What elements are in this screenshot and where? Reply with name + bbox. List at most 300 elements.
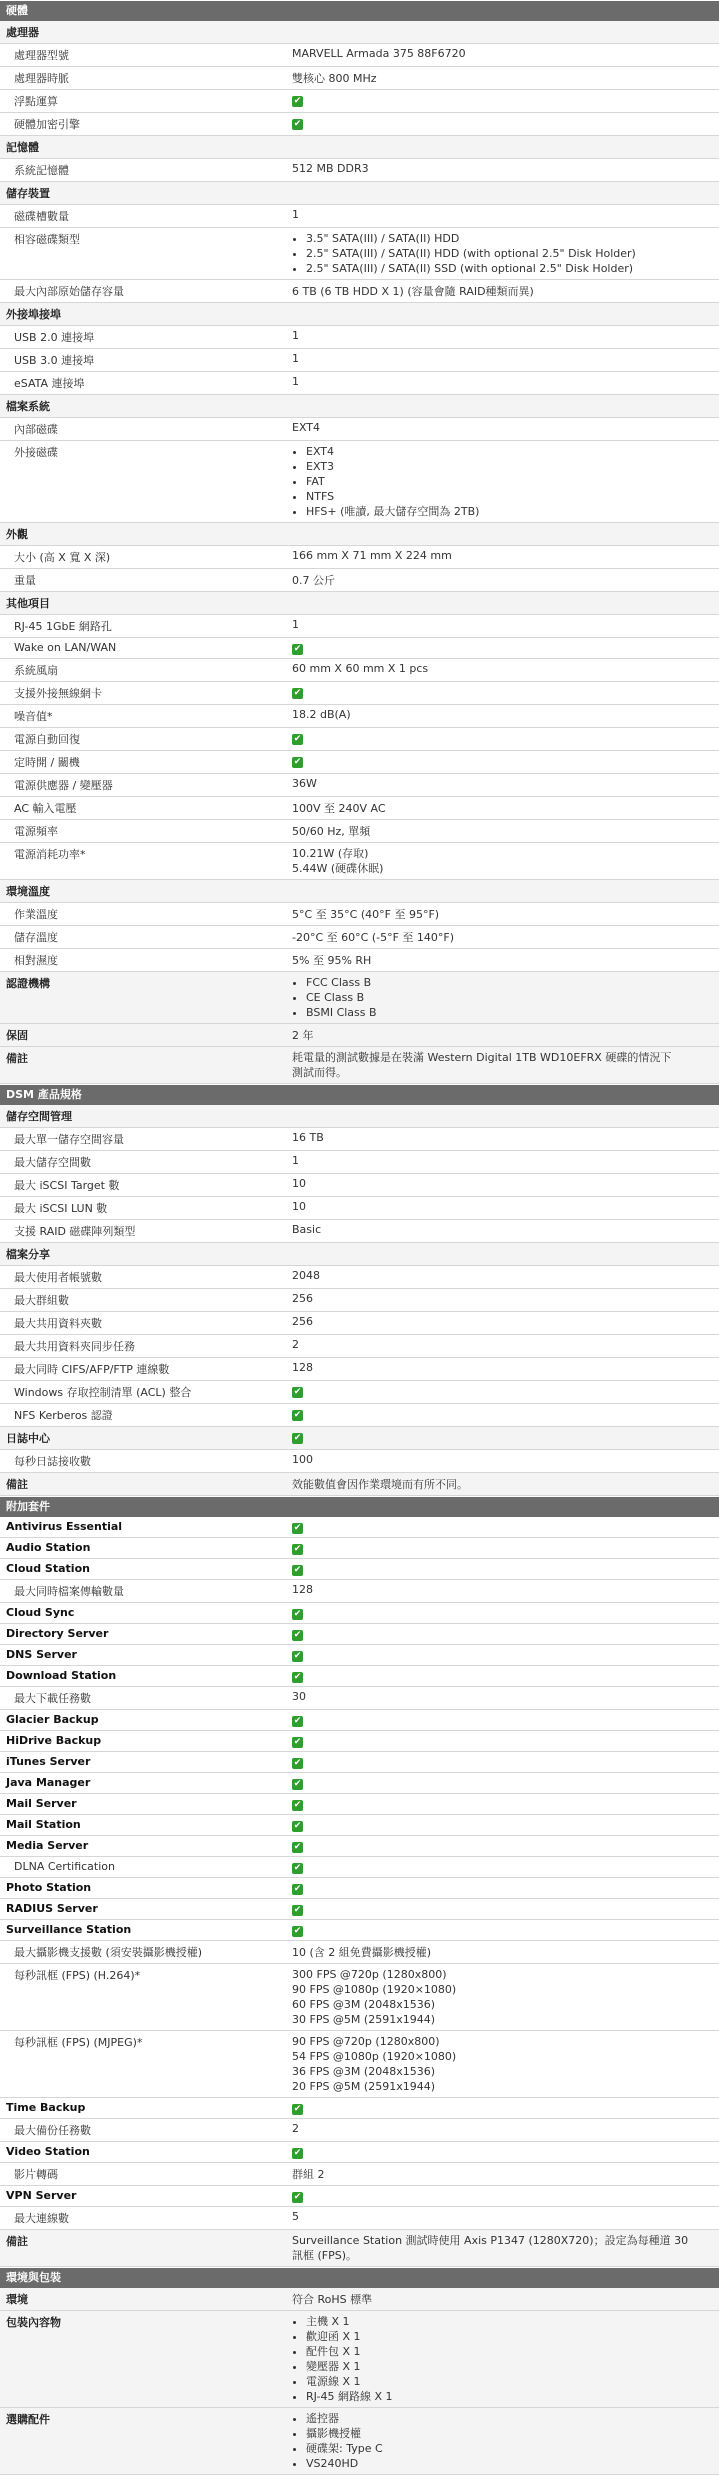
- spec-label: Download Station: [6, 1669, 117, 1682]
- spec-value: 1: [292, 618, 299, 631]
- spec-value: [286, 638, 719, 658]
- spec-label: 處理器時脈: [14, 72, 69, 85]
- spec-label: Mail Server: [6, 1797, 77, 1810]
- spec-value: [286, 182, 719, 204]
- spec-label: 硬體加密引擎: [14, 118, 80, 131]
- value-line: 30 FPS @5M (2591x1944): [292, 2013, 435, 2026]
- spec-value: 50/60 Hz, 單頻: [292, 825, 371, 838]
- spec-label: 最大連線數: [14, 2212, 69, 2225]
- spec-value: 符合 RoHS 標準: [292, 2293, 373, 2306]
- spec-label: 最大共用資料夾數: [14, 1317, 102, 1330]
- spec-label: AC 輸入電壓: [14, 802, 77, 815]
- spec-label: 最大儲存空間數: [14, 1156, 91, 1169]
- section-header: 環境與包裝: [0, 2267, 719, 2288]
- section-header: 硬體: [0, 0, 719, 21]
- spec-label: 外接埠接埠: [6, 308, 61, 321]
- spec-label: 選購配件: [6, 2413, 50, 2426]
- spec-value: 10: [292, 1200, 306, 1213]
- spec-row: [0, 1794, 719, 1815]
- spec-label: 內部磁碟: [14, 423, 58, 436]
- spec-label: 最大下載任務數: [14, 1692, 91, 1705]
- spec-row: [0, 372, 719, 395]
- value-list-item: • 攝影機授權: [306, 2426, 713, 2441]
- spec-row: [0, 1047, 719, 1084]
- spec-value: 1: [292, 375, 299, 388]
- spec-value: [286, 1752, 719, 1772]
- spec-row: [0, 2311, 719, 2408]
- spec-label: 支援外接無線網卡: [14, 687, 102, 700]
- spec-row: [0, 228, 719, 280]
- spec-value: [286, 1427, 719, 1449]
- spec-row: [0, 1404, 719, 1427]
- spec-row: [0, 1603, 719, 1624]
- spec-label: 重量: [14, 574, 36, 587]
- spec-label: 備註: [6, 1478, 28, 1491]
- check-icon: ✔: [293, 1672, 302, 1682]
- spec-row: [0, 2288, 719, 2311]
- spec-row: [0, 1289, 719, 1312]
- spec-value: 6 TB (6 TB HDD X 1) (容量會隨 RAID種類而異): [292, 285, 534, 298]
- spec-row: [0, 1128, 719, 1151]
- spec-label: Directory Server: [6, 1627, 109, 1640]
- spec-row: [0, 1151, 719, 1174]
- spec-label: 系統風扇: [14, 664, 58, 677]
- spec-row: [0, 1752, 719, 1773]
- spec-label: 電源自動回復: [14, 733, 80, 746]
- spec-row: [0, 44, 719, 67]
- check-icon: ✔: [293, 1387, 302, 1397]
- spec-row: [0, 1538, 719, 1559]
- spec-value: 16 TB: [292, 1131, 324, 1144]
- spec-value: -20°C 至 60°C (-5°F 至 140°F): [292, 931, 455, 944]
- spec-row: [0, 1878, 719, 1899]
- value-line: 36 FPS @3M (2048x1536): [292, 2065, 435, 2078]
- spec-label: 電源頻率: [14, 825, 58, 838]
- spec-value: [286, 1964, 719, 2030]
- spec-label: 每秒訊框 (FPS) (H.264)*: [14, 1969, 141, 1982]
- value-line: 10.21W (存取): [292, 847, 369, 860]
- value-list-item: • 3.5" SATA(III) / SATA(II) HDD: [306, 231, 713, 246]
- spec-label: 記憶體: [6, 141, 39, 154]
- spec-label: 電源消耗功率*: [14, 848, 86, 861]
- spec-row: [0, 1517, 719, 1538]
- spec-value: 36W: [292, 777, 317, 790]
- spec-label: 每秒訊框 (FPS) (MJPEG)*: [14, 2036, 143, 2049]
- spec-row: [0, 1687, 719, 1710]
- spec-value: 512 MB DDR3: [292, 162, 369, 175]
- spec-row: [0, 21, 719, 44]
- spec-label: 定時開 / 關機: [14, 756, 80, 769]
- spec-label: DNS Server: [6, 1648, 77, 1661]
- value-line: 耗電量的測試數據是在裝滿 Western Digital 1TB WD10EFRX 硬碟的情況下: [292, 1051, 672, 1064]
- check-icon: ✔: [293, 688, 302, 698]
- spec-value: [286, 2098, 719, 2118]
- spec-row: [0, 1773, 719, 1794]
- spec-row: [0, 774, 719, 797]
- spec-value: [286, 2186, 719, 2206]
- spec-value: 60 mm X 60 mm X 1 pcs: [292, 662, 429, 675]
- value-list-item: • EXT3: [306, 459, 713, 474]
- check-icon: ✔: [293, 1433, 302, 1443]
- spec-label: DLNA Certification: [14, 1860, 115, 1873]
- spec-label: RJ-45 1GbE 網路孔: [14, 620, 112, 633]
- spec-label: 大小 (高 X 寬 X 深): [14, 551, 111, 564]
- spec-value: [286, 523, 719, 545]
- spec-row: [0, 159, 719, 182]
- spec-value: 雙核心 800 MHz: [292, 72, 377, 85]
- spec-row: [0, 569, 719, 592]
- check-icon: ✔: [293, 1905, 302, 1915]
- spec-value: [286, 1836, 719, 1856]
- spec-label: eSATA 連接埠: [14, 377, 85, 390]
- spec-row: [0, 136, 719, 159]
- spec-value: 5% 至 95% RH: [292, 954, 372, 967]
- spec-row: [0, 1243, 719, 1266]
- spec-row: [0, 615, 719, 638]
- spec-value: 10 (含 2 組免費攝影機授權): [292, 1946, 432, 1959]
- spec-row: [0, 1105, 719, 1128]
- spec-label: 最大同時 CIFS/AFP/FTP 連線數: [14, 1363, 170, 1376]
- spec-row: [0, 797, 719, 820]
- spec-label: 相對濕度: [14, 954, 58, 967]
- spec-row: [0, 1645, 719, 1666]
- value-line: 5.44W (硬碟休眠): [292, 862, 384, 875]
- spec-value: 128: [292, 1583, 313, 1596]
- spec-label: RADIUS Server: [6, 1902, 98, 1915]
- spec-label: HiDrive Backup: [6, 1734, 102, 1747]
- spec-label: 磁碟槽數量: [14, 210, 69, 223]
- spec-label: 最大共用資料夾同步任務: [14, 1340, 135, 1353]
- spec-row: [0, 182, 719, 205]
- value-line: 300 FPS @720p (1280x800): [292, 1968, 447, 1981]
- spec-label: 最大 iSCSI Target 數: [14, 1179, 120, 1192]
- spec-row: [0, 820, 719, 843]
- spec-label: 最大使用者帳號數: [14, 1271, 102, 1284]
- check-icon: ✔: [293, 1410, 302, 1420]
- spec-row: [0, 659, 719, 682]
- spec-row: [0, 1335, 719, 1358]
- spec-value: 群組 2: [292, 2168, 325, 2181]
- spec-label: 作業溫度: [14, 908, 58, 921]
- spec-value: [286, 843, 719, 879]
- spec-label: Mail Station: [6, 1818, 81, 1831]
- value-list-item: • CE Class B: [306, 990, 713, 1005]
- spec-label: 電源供應器 / 變壓器: [14, 779, 113, 792]
- spec-row: [0, 1941, 719, 1964]
- spec-row: [0, 1580, 719, 1603]
- value-list: [292, 2314, 713, 2404]
- spec-label: 最大 iSCSI LUN 數: [14, 1202, 108, 1215]
- spec-label: Java Manager: [6, 1776, 91, 1789]
- spec-row: [0, 728, 719, 751]
- spec-row: [0, 1920, 719, 1941]
- spec-value: Basic: [292, 1223, 322, 1236]
- spec-label: Cloud Sync: [6, 1606, 75, 1619]
- value-line: 90 FPS @1080p (1920×1080): [292, 1983, 457, 1996]
- value-list-item: • 主機 X 1: [306, 2314, 713, 2329]
- spec-row: [0, 2142, 719, 2163]
- spec-value: 30: [292, 1690, 306, 1703]
- spec-row: [0, 1450, 719, 1473]
- spec-label: 系統記憶體: [14, 164, 69, 177]
- value-list-item: • VS240HD: [306, 2456, 713, 2471]
- spec-value: MARVELL Armada 375 88F6720: [292, 47, 466, 60]
- spec-value: [286, 1603, 719, 1623]
- spec-label: 最大群組數: [14, 1294, 69, 1307]
- spec-row: [0, 2230, 719, 2267]
- spec-value: [286, 1559, 719, 1579]
- spec-label: Windows 存取控制清單 (ACL) 整合: [14, 1386, 192, 1399]
- spec-label: 其他項目: [6, 597, 50, 610]
- spec-row: [0, 441, 719, 523]
- check-icon: ✔: [293, 1609, 302, 1619]
- spec-label: 環境: [6, 2293, 28, 2306]
- spec-row: [0, 1710, 719, 1731]
- spec-row: [0, 113, 719, 136]
- spec-row: [0, 546, 719, 569]
- value-line: 訊框 (FPS)。: [292, 2249, 358, 2262]
- spec-label: 噪音值*: [14, 710, 53, 723]
- spec-label: 包裝內容物: [6, 2316, 61, 2329]
- spec-label: 處理器型號: [14, 49, 69, 62]
- check-icon: ✔: [293, 1651, 302, 1661]
- spec-value: [286, 972, 719, 1023]
- spec-value: [286, 1624, 719, 1644]
- spec-value: [286, 1666, 719, 1686]
- spec-row: [0, 682, 719, 705]
- spec-row: [0, 1024, 719, 1047]
- check-icon: ✔: [293, 2192, 302, 2202]
- spec-label: 相容磁碟類型: [14, 233, 80, 246]
- check-icon: ✔: [293, 644, 302, 654]
- value-list-item: • RJ-45 網路線 X 1: [306, 2389, 713, 2404]
- check-icon: ✔: [293, 1821, 302, 1831]
- spec-row: [0, 843, 719, 880]
- spec-label: Media Server: [6, 1839, 89, 1852]
- spec-row: [0, 2408, 719, 2475]
- value-list-item: • NTFS: [306, 489, 713, 504]
- spec-row: [0, 67, 719, 90]
- check-icon: ✔: [293, 1544, 302, 1554]
- spec-value: [286, 1815, 719, 1835]
- spec-label: iTunes Server: [6, 1755, 91, 1768]
- value-list: [292, 444, 713, 519]
- spec-row: [0, 1559, 719, 1580]
- spec-row: [0, 90, 719, 113]
- spec-value: 2048: [292, 1269, 320, 1282]
- spec-value: EXT4: [292, 421, 321, 434]
- check-icon: ✔: [293, 1758, 302, 1768]
- spec-label: VPN Server: [6, 2189, 77, 2202]
- spec-label: Glacier Backup: [6, 1713, 99, 1726]
- value-line: 60 FPS @3M (2048x1536): [292, 1998, 435, 2011]
- spec-value: [286, 1517, 719, 1537]
- spec-row: [0, 751, 719, 774]
- spec-value: [286, 1794, 719, 1814]
- spec-value: [286, 303, 719, 325]
- spec-value: [286, 1878, 719, 1898]
- value-line: Surveillance Station 測試時使用 Axis P1347 (1280X720)；設定為每種道 30: [292, 2234, 689, 2247]
- value-list-item: • FAT: [306, 474, 713, 489]
- spec-label: Cloud Station: [6, 1562, 90, 1575]
- spec-value: 1: [292, 352, 299, 365]
- spec-value: 256: [292, 1292, 313, 1305]
- spec-value: [286, 2311, 719, 2407]
- spec-value: [286, 880, 719, 902]
- spec-row: [0, 1381, 719, 1404]
- spec-label: 最大攝影機支援數 (須安裝攝影機授權): [14, 1946, 203, 1959]
- check-icon: ✔: [293, 2148, 302, 2158]
- spec-row: [0, 1666, 719, 1687]
- spec-value: [286, 113, 719, 135]
- spec-row: [0, 1815, 719, 1836]
- spec-row: [0, 303, 719, 326]
- spec-value: [286, 1381, 719, 1403]
- spec-label: 保固: [6, 1029, 28, 1042]
- spec-value: [286, 228, 719, 279]
- spec-row: [0, 2119, 719, 2142]
- check-icon: ✔: [293, 1842, 302, 1852]
- spec-label: 儲存空間管理: [6, 1110, 72, 1123]
- spec-row: [0, 1624, 719, 1645]
- value-list-item: • BSMI Class B: [306, 1005, 713, 1020]
- spec-label: Time Backup: [6, 2101, 86, 2114]
- spec-label: USB 2.0 連接埠: [14, 331, 95, 344]
- value-line: 測試而得。: [292, 1066, 347, 1079]
- value-list: [292, 975, 713, 1020]
- check-icon: ✔: [293, 1716, 302, 1726]
- spec-row: [0, 1197, 719, 1220]
- spec-label: 最大備份任務數: [14, 2124, 91, 2137]
- spec-label: 儲存裝置: [6, 187, 50, 200]
- spec-value: 5°C 至 35°C (40°F 至 95°F): [292, 908, 440, 921]
- spec-value: [286, 2408, 719, 2474]
- value-line: 90 FPS @720p (1280x800): [292, 2035, 440, 2048]
- spec-row: [0, 1473, 719, 1496]
- spec-value: 5: [292, 2210, 299, 2223]
- spec-value: [286, 1243, 719, 1265]
- value-list: [292, 2411, 713, 2471]
- spec-label: 檔案系統: [6, 400, 50, 413]
- spec-value: [286, 1645, 719, 1665]
- spec-row: [0, 1266, 719, 1289]
- spec-label: 檔案分享: [6, 1248, 50, 1261]
- spec-value: 166 mm X 71 mm X 224 mm: [292, 549, 452, 562]
- check-icon: ✔: [293, 1523, 302, 1533]
- spec-row: [0, 2186, 719, 2207]
- spec-label: 影片轉碼: [14, 2168, 58, 2181]
- spec-value: [286, 1404, 719, 1426]
- spec-label: 日誌中心: [6, 1432, 50, 1445]
- spec-label: Antivirus Essential: [6, 1520, 123, 1533]
- spec-row: [0, 2207, 719, 2230]
- spec-label: Audio Station: [6, 1541, 91, 1554]
- spec-row: [0, 2031, 719, 2098]
- spec-row: [0, 592, 719, 615]
- spec-row: [0, 205, 719, 228]
- spec-label: 每秒日誌接收數: [14, 1455, 91, 1468]
- check-icon: ✔: [293, 2104, 302, 2114]
- value-line: 54 FPS @1080p (1920×1080): [292, 2050, 457, 2063]
- spec-label: 處理器: [6, 26, 39, 39]
- spec-label: Surveillance Station: [6, 1923, 132, 1936]
- spec-row: [0, 2098, 719, 2119]
- spec-label: 浮點運算: [14, 95, 58, 108]
- spec-value: [286, 1538, 719, 1558]
- spec-label: 最大內部原始儲存容量: [14, 285, 124, 298]
- spec-row: [0, 395, 719, 418]
- spec-value: [286, 441, 719, 522]
- spec-row: [0, 1427, 719, 1450]
- spec-row: [0, 349, 719, 372]
- spec-value: 100: [292, 1453, 313, 1466]
- spec-value: 0.7 公斤: [292, 574, 335, 587]
- spec-row: [0, 638, 719, 659]
- check-icon: ✔: [293, 1737, 302, 1747]
- spec-row: [0, 705, 719, 728]
- spec-row: [0, 1731, 719, 1752]
- value-list-item: • FCC Class B: [306, 975, 713, 990]
- value-list-item: • 遙控器: [306, 2411, 713, 2426]
- spec-value: 256: [292, 1315, 313, 1328]
- value-list-item: • EXT4: [306, 444, 713, 459]
- value-list-item: • 2.5" SATA(III) / SATA(II) SSD (with optional 2.5" Disk Holder): [306, 261, 713, 276]
- spec-label: 最大單一儲存空間容量: [14, 1133, 124, 1146]
- spec-value: [286, 751, 719, 773]
- spec-value: 10: [292, 1177, 306, 1190]
- spec-value: [286, 1105, 719, 1127]
- spec-label: 支援 RAID 磁碟陣列類型: [14, 1225, 136, 1238]
- check-icon: ✔: [293, 1630, 302, 1640]
- value-list-item: • 變壓器 X 1: [306, 2359, 713, 2374]
- spec-value: 128: [292, 1361, 313, 1374]
- spec-row: [0, 926, 719, 949]
- check-icon: ✔: [293, 757, 302, 767]
- spec-label: Photo Station: [6, 1881, 92, 1894]
- spec-row: [0, 1312, 719, 1335]
- spec-value: 2: [292, 1338, 299, 1351]
- check-icon: ✔: [293, 96, 302, 106]
- spec-row: [0, 880, 719, 903]
- spec-value: [286, 1047, 719, 1083]
- spec-row: [0, 1899, 719, 1920]
- spec-row: [0, 2163, 719, 2186]
- spec-label: 外觀: [6, 528, 28, 541]
- spec-row: [0, 418, 719, 441]
- check-icon: ✔: [293, 734, 302, 744]
- value-list-item: • 歡迎函 X 1: [306, 2329, 713, 2344]
- spec-label: Video Station: [6, 2145, 90, 2158]
- spec-value: [286, 1899, 719, 1919]
- section-header: 附加套件: [0, 1496, 719, 1517]
- spec-value: [286, 1731, 719, 1751]
- value-list: [292, 231, 713, 276]
- value-list-item: • 電源線 X 1: [306, 2374, 713, 2389]
- value-line: 20 FPS @5M (2591x1944): [292, 2080, 435, 2093]
- spec-row: [0, 1220, 719, 1243]
- value-list-item: • 硬碟架: Type C: [306, 2441, 713, 2456]
- spec-label: 環境溫度: [6, 885, 50, 898]
- check-icon: ✔: [293, 119, 302, 129]
- spec-label: USB 3.0 連接埠: [14, 354, 95, 367]
- spec-value: [286, 21, 719, 43]
- spec-value: 1: [292, 1154, 299, 1167]
- spec-value: [286, 728, 719, 750]
- spec-value: [286, 1920, 719, 1940]
- spec-value: 2 年: [292, 1029, 314, 1042]
- check-icon: ✔: [293, 1926, 302, 1936]
- spec-row: [0, 1358, 719, 1381]
